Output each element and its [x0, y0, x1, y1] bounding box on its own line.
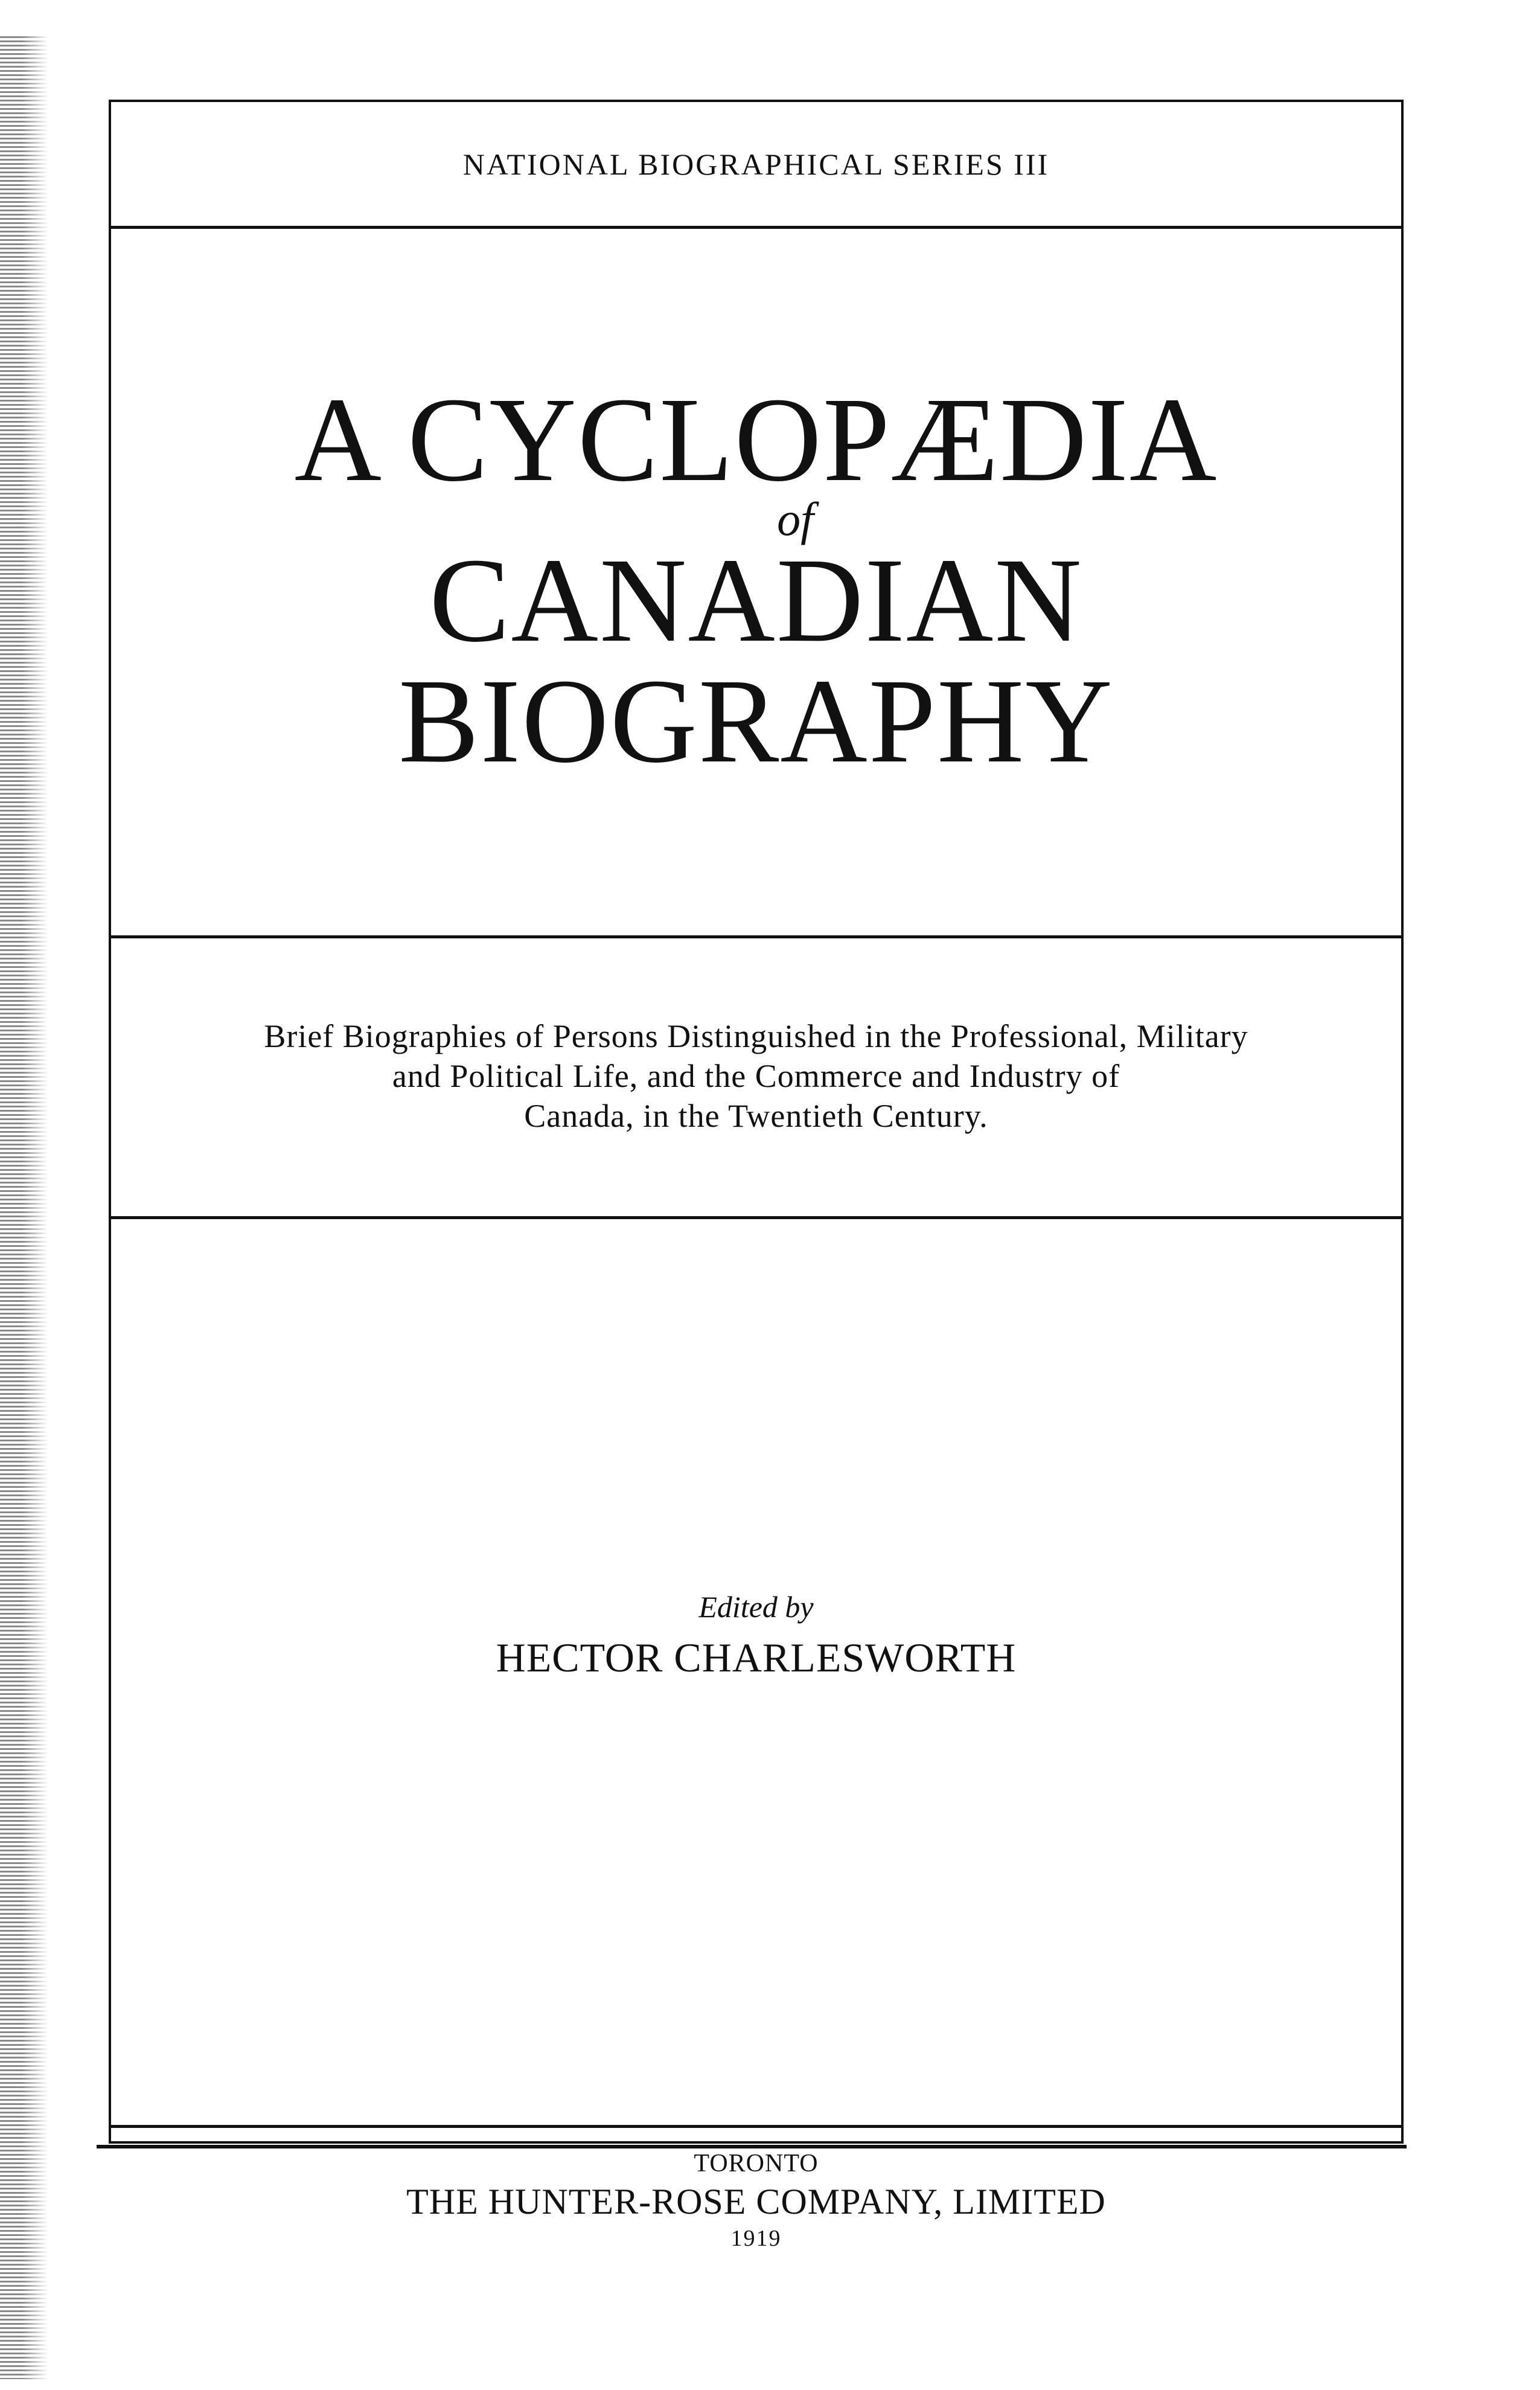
publication-year: 1919 — [730, 2226, 782, 2251]
description-line: and Political Life, and the Commerce and Industry of — [392, 1057, 1120, 1094]
bottom-rule — [97, 2145, 1407, 2148]
description-line: Canada, in the Twentieth Century. — [524, 1097, 988, 1134]
title-line-1: A CYCLOPÆDIA — [294, 373, 1218, 507]
title-connector: of — [777, 492, 814, 545]
series-heading: NATIONAL BIOGRAPHICAL SERIES III — [462, 147, 1050, 181]
edited-by-label: Edited by — [698, 1590, 814, 1624]
title-panel — [111, 226, 1401, 935]
title-page-frame — [109, 100, 1404, 2251]
editor-name: HECTOR CHARLESWORTH — [496, 1635, 1017, 1680]
description-line: Brief Biographies of Persons Distinguished in the Professional, Military — [264, 1017, 1248, 1054]
title-line-2: CANADIAN BIOGRAPHY — [398, 533, 1114, 788]
editor-panel — [111, 1216, 1401, 2125]
page-binding-edge — [0, 36, 48, 2379]
publisher-name: THE HUNTER-ROSE COMPANY, LIMITED — [406, 2182, 1106, 2222]
series-heading-panel — [111, 102, 1401, 226]
description-panel — [111, 935, 1401, 1216]
publisher-city: TORONTO — [694, 2150, 819, 2177]
